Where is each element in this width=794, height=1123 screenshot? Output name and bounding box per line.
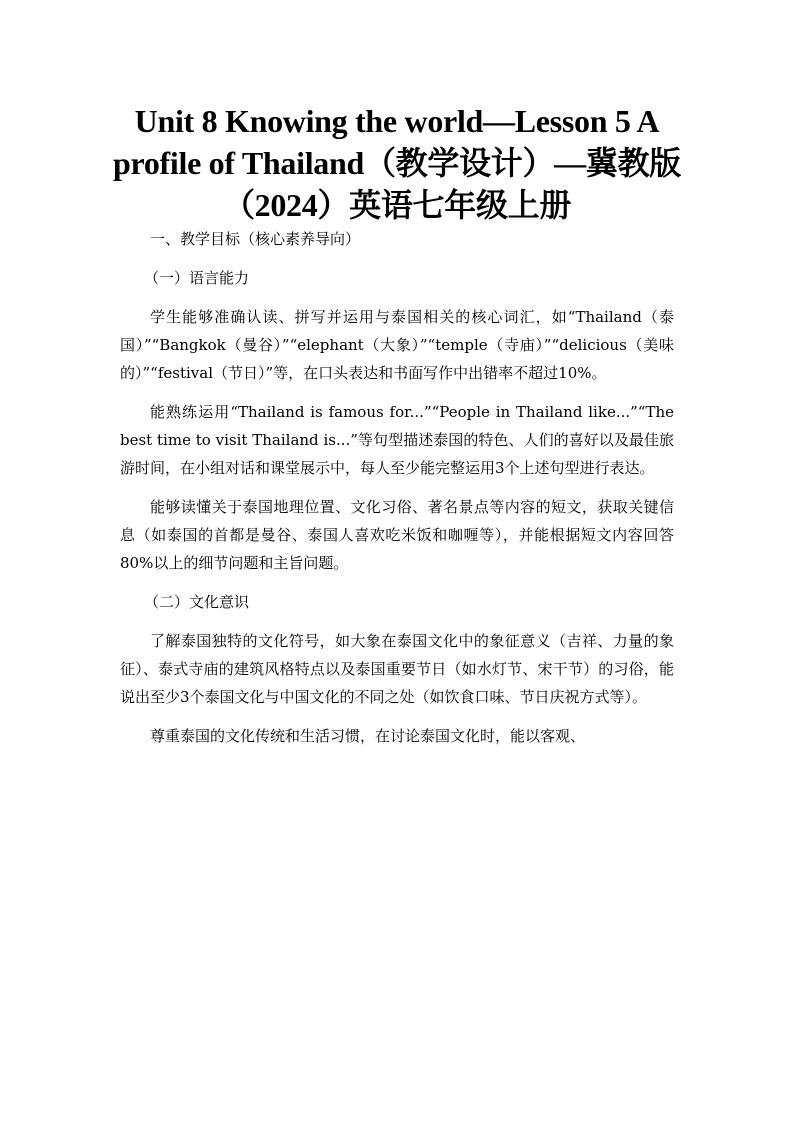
paragraph: 学生能够准确认读、拼写并运用与泰国相关的核心词汇，如“Thailand（泰国）”“Bangkok（曼谷）”“elephant（大象）”“temple（寺庙）”“delicious（美味的）”“festival（节日）”等，在口头表达和书面写作中出错率不超过10%。 [120, 308, 674, 382]
paragraph: 能熟练运用“Thailand is famous for...”“People in Thailand like...”“The best time to visit Thailand is...”等句型描述泰国的特色、人们的喜好以及最佳旅游时间，在小组对话和课堂展示中，每人至少能完整运用3个上述句型进行表达。 [120, 403, 674, 477]
section-heading: 一、教学目标（核心素养导向） [150, 230, 361, 248]
subsection-heading-language: （一）语言能力 [144, 269, 250, 287]
subsection-heading-culture: （二）文化意识 [144, 593, 250, 611]
document-body [120, 225, 674, 750]
paragraph: 尊重泰国的文化传统和生活习惯，在讨论泰国文化时，能以客观、 [150, 727, 586, 745]
document-title: Unit 8 Knowing the world—Lesson 5 A profile of Thailand（教学设计）—冀教版（2024）英语七年级上册 [113, 103, 681, 223]
paragraph: 能够读懂关于泰国地理位置、文化习俗、著名景点等内容的短文，获取关键信息（如泰国的首都是曼谷、泰国人喜欢吃米饭和咖喱等），并能根据短文内容回答80%以上的细节问题和主旨问题。 [120, 498, 674, 572]
paragraph: 了解泰国独特的文化符号，如大象在泰国文化中的象征意义（吉祥、力量的象征）、泰式寺庙的建筑风格特点以及泰国重要节日（如水灯节、宋干节）的习俗，能说出至少3个泰国文化与中国文化的不同之处（如饮食口味、节日庆祝方式等）。 [120, 632, 674, 706]
